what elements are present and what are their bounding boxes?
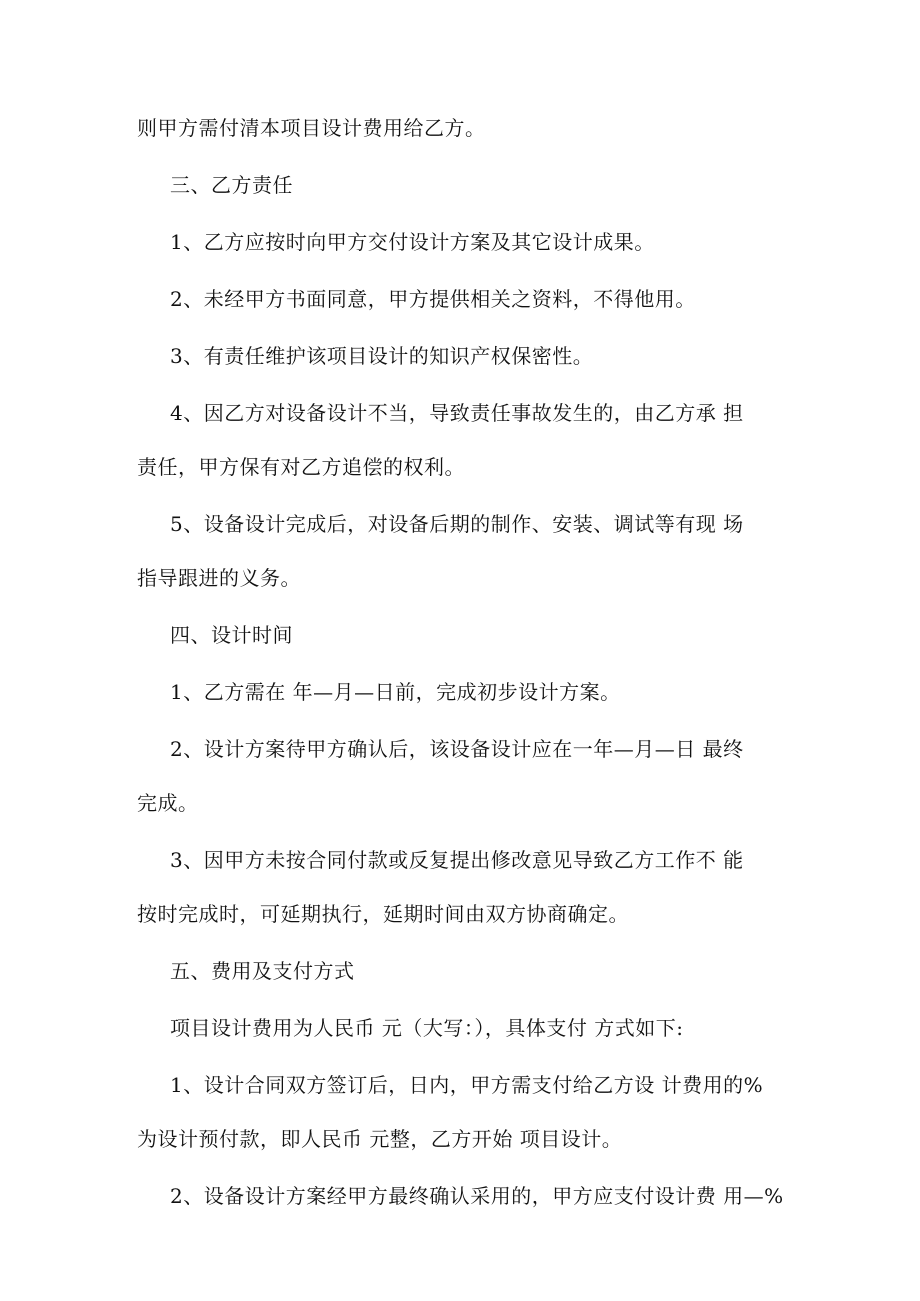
paragraph-line: 2、未经甲方书面同意，甲方提供相关之资料，不得他用。 [170,287,696,311]
section-heading: 三、乙方责任 [170,173,293,197]
section-heading: 四、设计时间 [170,623,293,647]
paragraph-line: 完成。 [137,791,199,815]
paragraph-line: 为设计预付款，即人民币 元整，乙方开始 项目设计。 [137,1127,623,1151]
paragraph-line: 责任，甲方保有对乙方追偿的权利。 [137,455,465,479]
paragraph-line: 指导跟进的义务。 [137,566,301,590]
paragraph-line: 4、因乙方对设备设计不当，导致责任事故发生的，由乙方承 担 [170,401,744,425]
paragraph-line: 2、设备设计方案经甲方最终确认采用的，甲方应支付设计费 用—% [170,1184,784,1208]
paragraph-line: 3、有责任维护该项目设计的知识产权保密性。 [170,344,594,368]
paragraph-line: 5、设备设计完成后，对设备后期的制作、安装、调试等有现 场 [170,512,744,536]
paragraph-line: 则甲方需付清本项目设计费用给乙方。 [137,116,486,140]
paragraph-line: 按时完成时，可延期执行，延期时间由双方协商确定。 [137,902,629,926]
paragraph-line: 1、乙方需在 年—月—日前，完成初步设计方案。 [170,680,621,704]
paragraph-line: 3、因甲方未按合同付款或反复提出修改意见导致乙方工作不 能 [170,848,744,872]
section-heading: 五、费用及支付方式 [170,959,355,983]
paragraph-line: 1、乙方应按时向甲方交付设计方案及其它设计成果。 [170,230,655,254]
paragraph-line: 项目设计费用为人民币 元（大写：），具体支付 方式如下: [170,1016,684,1040]
paragraph-line: 2、设计方案待甲方确认后，该设备设计应在一年—月—日 最终 [170,737,744,761]
paragraph-line: 1、设计合同双方签订后，日内，甲方需支付给乙方设 计费用的% [170,1073,764,1097]
